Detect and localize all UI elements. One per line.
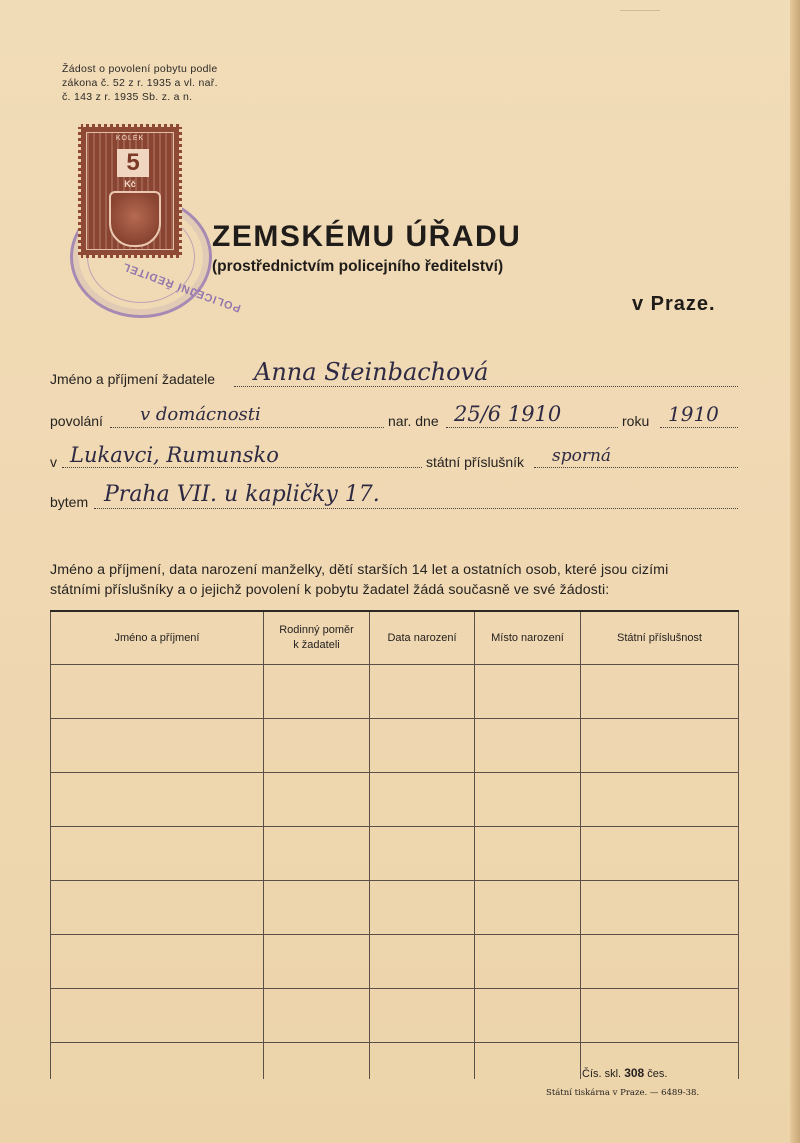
table-cell[interactable] xyxy=(370,881,475,935)
revenue-stamp xyxy=(78,124,182,258)
table-cell[interactable] xyxy=(581,881,739,935)
law-reference-line: č. 143 z r. 1935 Sb. z. a n. xyxy=(62,91,193,103)
seal-text: POLICEJNÍ ŘEDITEL xyxy=(120,259,243,315)
occupation-label: povolání xyxy=(50,413,103,429)
stock-suffix: čes. xyxy=(647,1068,668,1080)
table-cell[interactable] xyxy=(475,935,581,989)
stock-label: Čís. skl. xyxy=(582,1068,622,1080)
table-cell[interactable] xyxy=(581,989,739,1043)
office-city: v Praze. xyxy=(632,293,716,315)
column-header: Jméno a příjmení xyxy=(51,611,264,665)
table-cell[interactable] xyxy=(264,935,370,989)
table-cell[interactable] xyxy=(581,665,739,719)
table-row xyxy=(51,935,739,989)
table-cell[interactable] xyxy=(370,719,475,773)
table-row xyxy=(51,827,739,881)
table-cell[interactable] xyxy=(264,827,370,881)
column-header: Místo narození xyxy=(475,611,581,665)
paper-edge xyxy=(790,0,800,1143)
table-row xyxy=(51,719,739,773)
table-cell[interactable] xyxy=(51,665,264,719)
printer-imprint: Státní tiskárna v Praze. — 6489-38. xyxy=(546,1088,700,1098)
birth-place-field[interactable]: Lukavci, Rumunsko xyxy=(70,443,279,467)
stock-number-value: 308 xyxy=(624,1066,645,1080)
table-cell[interactable] xyxy=(51,881,264,935)
instruction-line: Jméno a příjmení, data narození manželky, dětí starších 14 let a ostatních osob, které jsou cizími xyxy=(50,562,669,578)
table-cell[interactable] xyxy=(51,719,264,773)
column-header: Data narození xyxy=(370,611,475,665)
table-cell[interactable] xyxy=(370,665,475,719)
table-cell[interactable] xyxy=(51,989,264,1043)
table-cell[interactable] xyxy=(370,827,475,881)
occupation-field[interactable]: v domácnosti xyxy=(140,404,261,425)
citizenship-field[interactable]: sporná xyxy=(552,446,612,466)
table-cell[interactable] xyxy=(581,719,739,773)
law-reference-line: zákona č. 52 z r. 1935 a vl. nař. xyxy=(62,77,218,89)
table-cell[interactable] xyxy=(51,935,264,989)
residence-field[interactable]: Praha VII. u kapličky 17. xyxy=(104,482,380,507)
year-line xyxy=(660,427,738,428)
page-subtitle: (prostřednictvím policejního ředitelství) xyxy=(212,258,504,275)
stamp-top-text: KOLEK xyxy=(115,135,145,142)
table-cell[interactable] xyxy=(370,1043,475,1080)
table-cell[interactable] xyxy=(475,881,581,935)
table-cell[interactable] xyxy=(581,827,739,881)
birth-place-prefix: v xyxy=(50,454,57,470)
birth-date-line xyxy=(446,427,618,428)
table-cell[interactable] xyxy=(51,773,264,827)
instruction-line: státními příslušníky a o jejichž povolení k pobytu žadatel žádá současně ve své žádosti: xyxy=(50,582,610,598)
year-label: roku xyxy=(622,413,650,429)
table-cell[interactable] xyxy=(475,827,581,881)
table-row xyxy=(51,881,739,935)
year-field[interactable]: 1910 xyxy=(668,402,719,426)
column-header xyxy=(264,611,370,665)
table-cell[interactable] xyxy=(264,881,370,935)
table-cell[interactable] xyxy=(264,773,370,827)
table-cell[interactable] xyxy=(264,1043,370,1080)
table-cell[interactable] xyxy=(475,719,581,773)
birth-date-label: nar. dne xyxy=(388,413,439,429)
law-reference-line: Žádost o povolení pobytu podle xyxy=(62,63,218,75)
residence-label: bytem xyxy=(50,494,89,510)
birth-place-line xyxy=(62,467,422,468)
table-cell[interactable] xyxy=(475,989,581,1043)
table-cell[interactable] xyxy=(370,773,475,827)
table-cell[interactable] xyxy=(370,935,475,989)
name-field[interactable]: Anna Steinbachová xyxy=(254,358,489,386)
table-cell[interactable] xyxy=(475,665,581,719)
name-label: Jméno a příjmení žadatele xyxy=(50,371,215,387)
dependents-table xyxy=(50,610,739,1079)
stock-number xyxy=(582,1066,667,1080)
page-title: ZEMSKÉMU ÚŘADU xyxy=(212,220,522,253)
birth-date-field[interactable]: 25/6 1910 xyxy=(454,402,562,426)
table-row xyxy=(51,989,739,1043)
table-cell[interactable] xyxy=(475,1043,581,1080)
citizenship-label: státní příslušník xyxy=(426,454,525,470)
table-cell[interactable] xyxy=(51,827,264,881)
paper-mark xyxy=(620,0,660,11)
stamp-value: 5 xyxy=(117,149,149,177)
table-cell[interactable] xyxy=(264,665,370,719)
stamp-currency: Kč xyxy=(124,179,136,189)
table-cell[interactable] xyxy=(475,773,581,827)
table-header-row xyxy=(51,611,739,665)
table-cell[interactable] xyxy=(370,989,475,1043)
dependents-instructions xyxy=(50,560,740,600)
stamp-body xyxy=(86,132,174,250)
residence-line xyxy=(94,508,738,509)
law-reference xyxy=(62,62,262,104)
table-row xyxy=(51,665,739,719)
table-cell[interactable] xyxy=(581,773,739,827)
column-header: Státní příslušnost xyxy=(581,611,739,665)
table-row xyxy=(51,773,739,827)
table-cell[interactable] xyxy=(581,935,739,989)
coat-of-arms-icon xyxy=(109,191,161,247)
name-line xyxy=(234,386,738,387)
column-header-text: Rodinný poměr k žadateli xyxy=(279,624,354,651)
occupation-line xyxy=(110,427,384,428)
table-cell[interactable] xyxy=(264,989,370,1043)
table-cell[interactable] xyxy=(264,719,370,773)
citizenship-line xyxy=(534,467,738,468)
table-cell[interactable] xyxy=(51,1043,264,1080)
